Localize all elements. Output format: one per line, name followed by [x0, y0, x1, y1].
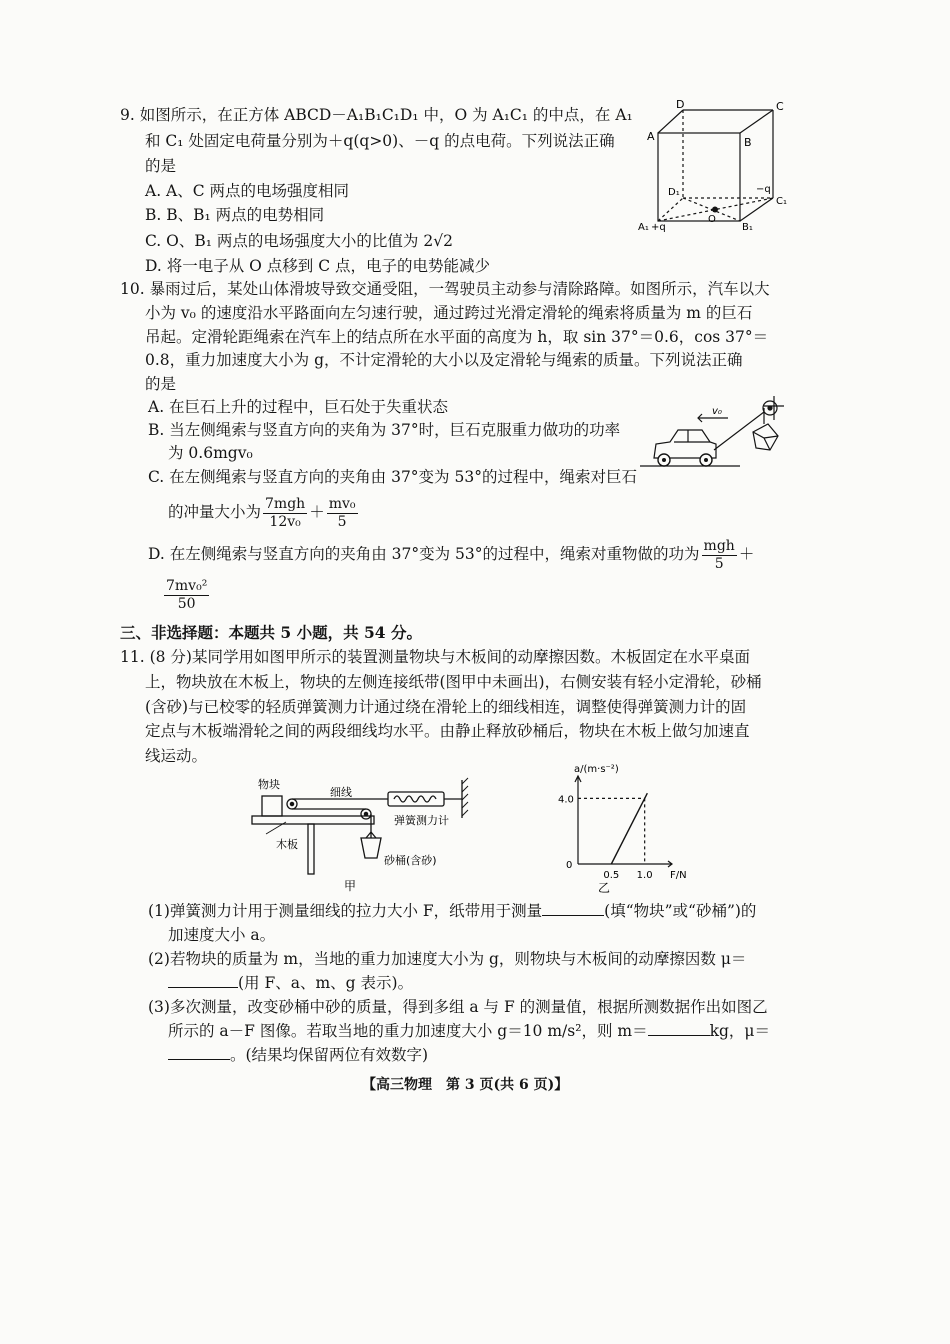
- q10-option-b-line1: B. 当左侧绳索与竖直方向的夹角为 37°时，巨石克服重力做功的功率: [148, 421, 621, 439]
- cube-label-minus-q: −q: [756, 184, 771, 195]
- q11-stem-line5: 线运动。: [145, 747, 208, 765]
- q10-option-d-line1: [148, 536, 754, 572]
- cube-label-d: D: [676, 98, 685, 111]
- chart-x-label: F/N: [670, 870, 687, 881]
- q9-option-d: D. 将一电子从 O 点移到 C 点，电子的电势能减少: [145, 257, 491, 275]
- q10-stem-line4: 0.8，重力加速度大小为 g，不计定滑轮的大小以及定滑轮与绳索的质量。下列说法正确: [145, 351, 743, 369]
- cube-label-b1: B₁: [742, 222, 753, 233]
- q11-part2-line1: (2)若物块的质量为 m，当地的重力加速度大小为 g，则物块与木板间的动摩擦因数 μ＝: [148, 950, 747, 968]
- page-footer: 【高三物理 第 3 页(共 6 页)】: [362, 1077, 569, 1093]
- label-block: 物块: [258, 778, 280, 791]
- q11-part2-text: (用 F、a、m、g 表示)。: [238, 974, 414, 992]
- q11-part3-line2: [168, 1020, 770, 1042]
- q11-stem-line4: 定点与木板端滑轮之间的两段细线均水平。由静止释放砂桶后，物块在木板上做匀加速直: [145, 722, 750, 740]
- cube-label-plus-q: +q: [651, 222, 666, 233]
- q11-part3-blank-m[interactable]: [648, 1021, 710, 1036]
- q10-c-plus: ＋: [309, 503, 325, 521]
- q10-option-c-prefix: 的冲量大小为: [168, 503, 262, 521]
- chart-data-line: [611, 793, 647, 864]
- caption-yi: 乙: [598, 881, 611, 895]
- q10-c-frac1-num: 7mgh: [265, 495, 306, 512]
- point-o: [712, 207, 718, 213]
- q9-option-c: C. O、B₁ 两点的电场强度大小的比值为 2√2: [145, 232, 453, 250]
- q11-stem-line3: (含砂)与已校零的轻质弹簧测力计通过绕在滑轮上的细线相连，调整使得弹簧测力计的固: [145, 698, 747, 716]
- q11-af-chart: [528, 764, 687, 898]
- q10-d-frac1-den: 5: [714, 555, 724, 572]
- q10-stem-line5: 的是: [145, 375, 177, 393]
- q11-part2-line2: [168, 972, 413, 994]
- q10-option-b-line2: 为 0.6mgv₀: [168, 444, 253, 462]
- label-string: 细线: [330, 786, 352, 799]
- q11-part1-text-b: (填“物块”或“砂桶”)的: [604, 902, 757, 920]
- cube-label-d1: D₁: [668, 187, 680, 198]
- chart-y-label: a/(m·s⁻²): [574, 764, 619, 775]
- cube-label-c1: C₁: [776, 196, 787, 207]
- q10-option-d-prefix: D. 在左侧绳索与竖直方向的夹角由 37°变为 53°的过程中，绳索对重物做的功为: [148, 545, 700, 563]
- q10-c-fraction1: [263, 496, 307, 531]
- q10-c-frac2-den: 5: [337, 513, 347, 530]
- q10-stem-line2: 小为 v₀ 的速度沿水平路面向左匀速行驶，通过跨过光滑定滑轮的绳索将质量为 m 的巨石: [145, 304, 753, 322]
- q9-stem-line3: 的是: [145, 157, 177, 175]
- q10-car-pulley-figure: [640, 392, 790, 476]
- q10-stem-line3: 吊起。定滑轮距绳索在汽车上的结点所在水平面的高度为 h，取 sin 37°＝0.6，cos 37°＝: [145, 328, 769, 346]
- chart-y-tick: 4.0: [558, 794, 574, 806]
- q11-part2-blank[interactable]: [168, 973, 238, 988]
- cube-front-face: [658, 133, 740, 221]
- q11-apparatus-figure: [248, 772, 488, 902]
- chart-x-tick-0.5: 0.5: [603, 870, 620, 881]
- q11-part1-line2: 加速度大小 a。: [168, 926, 276, 944]
- label-spring-scale: 弹簧测力计: [394, 814, 449, 827]
- cube-label-b: B: [744, 136, 752, 149]
- q10-d-frac2-num: 7mv₀²: [166, 578, 208, 594]
- q10-d-plus: ＋: [738, 545, 755, 563]
- sand-bucket-shape: [361, 838, 381, 858]
- cube-label-a: A: [647, 130, 655, 143]
- q10-option-c-line2: [168, 494, 360, 530]
- q11-part3-text-c: 。(结果均保留两位有效数字): [230, 1046, 429, 1064]
- caption-jia: 甲: [344, 879, 357, 893]
- q10-d-frac1-num: mgh: [703, 537, 735, 554]
- chart-x-tick-1.0: 1.0: [636, 870, 653, 881]
- block-shape: [262, 796, 282, 816]
- q10-option-c-line1: C. 在左侧绳索与竖直方向的夹角由 37°变为 53°的过程中，绳索对巨石: [148, 468, 637, 486]
- cube-label-o: O: [708, 214, 716, 225]
- q10-c-fraction2: [327, 496, 358, 531]
- chart-origin: 0: [566, 860, 573, 871]
- q9-cube-figure: [638, 98, 788, 238]
- q11-part3-text-b: kg，μ＝: [709, 1022, 770, 1040]
- q11-part3-line1: (3)多次测量，改变砂桶中砂的质量，得到多组 a 与 F 的测量值，根据所测数据作出如图乙: [148, 998, 768, 1016]
- q11-part1-text-a: (1)弹簧测力计用于测量细线的拉力大小 F，纸带用于测量: [148, 902, 543, 920]
- label-bucket: 砂桶(含砂): [384, 854, 437, 867]
- q9-stem-line2: 和 C₁ 处固定电荷量分别为＋q(q>0)、－q 的点电荷。下列说法正确: [145, 132, 615, 150]
- q9-option-a: A. A、C 两点的电场强度相同: [145, 182, 350, 200]
- q10-stem-line1: 10. 暴雨过后，某处山体滑坡导致交通受阻，一驾驶员主动参与清除路障。如图所示，汽车以大: [120, 280, 770, 298]
- q11-part3-line3: [168, 1044, 428, 1066]
- q10-c-frac1-den: 12v₀: [269, 513, 301, 530]
- board-shape: [252, 816, 374, 824]
- q9-option-b: B. B、B₁ 两点的电势相同: [145, 206, 325, 224]
- label-v0: v₀: [712, 406, 722, 417]
- q11-part3-text-a: 所示的 a－F 图像。若取当地的重力加速度大小 g＝10 m/s²，则 m＝: [168, 1022, 648, 1040]
- cube-label-a1: A₁: [638, 222, 649, 233]
- q11-part3-blank-mu[interactable]: [168, 1045, 230, 1060]
- q11-part1-line1: [148, 900, 756, 922]
- q10-d-fraction1: [702, 538, 737, 573]
- q10-option-a: A. 在巨石上升的过程中，巨石处于失重状态: [148, 398, 449, 416]
- q11-stem-line2: 上，物块放在木板上，物块的左侧连接纸带(图甲中未画出)，右侧安装有轻小定滑轮，砂桶: [145, 673, 762, 691]
- q11-stem-line1: 11. (8 分)某同学用如图甲所示的装置测量物块与木板间的动摩擦因数。木板固定在水平桌面: [120, 648, 750, 666]
- section3-title: 三、非选择题：本题共 5 小题，共 54 分。: [120, 623, 422, 642]
- q11-part1-blank[interactable]: [542, 901, 604, 916]
- q10-option-d-line2: [162, 578, 211, 613]
- q10-d-frac2-den: 50: [177, 596, 196, 612]
- q10-d-fraction2: [164, 578, 209, 613]
- cube-label-c: C: [776, 100, 784, 113]
- q9-stem-line1: 9. 如图所示，在正方体 ABCD－A₁B₁C₁D₁ 中，O 为 A₁C₁ 的中点，在 A₁: [120, 106, 633, 124]
- q10-c-frac2-num: mv₀: [328, 495, 356, 512]
- label-board: 木板: [276, 838, 298, 851]
